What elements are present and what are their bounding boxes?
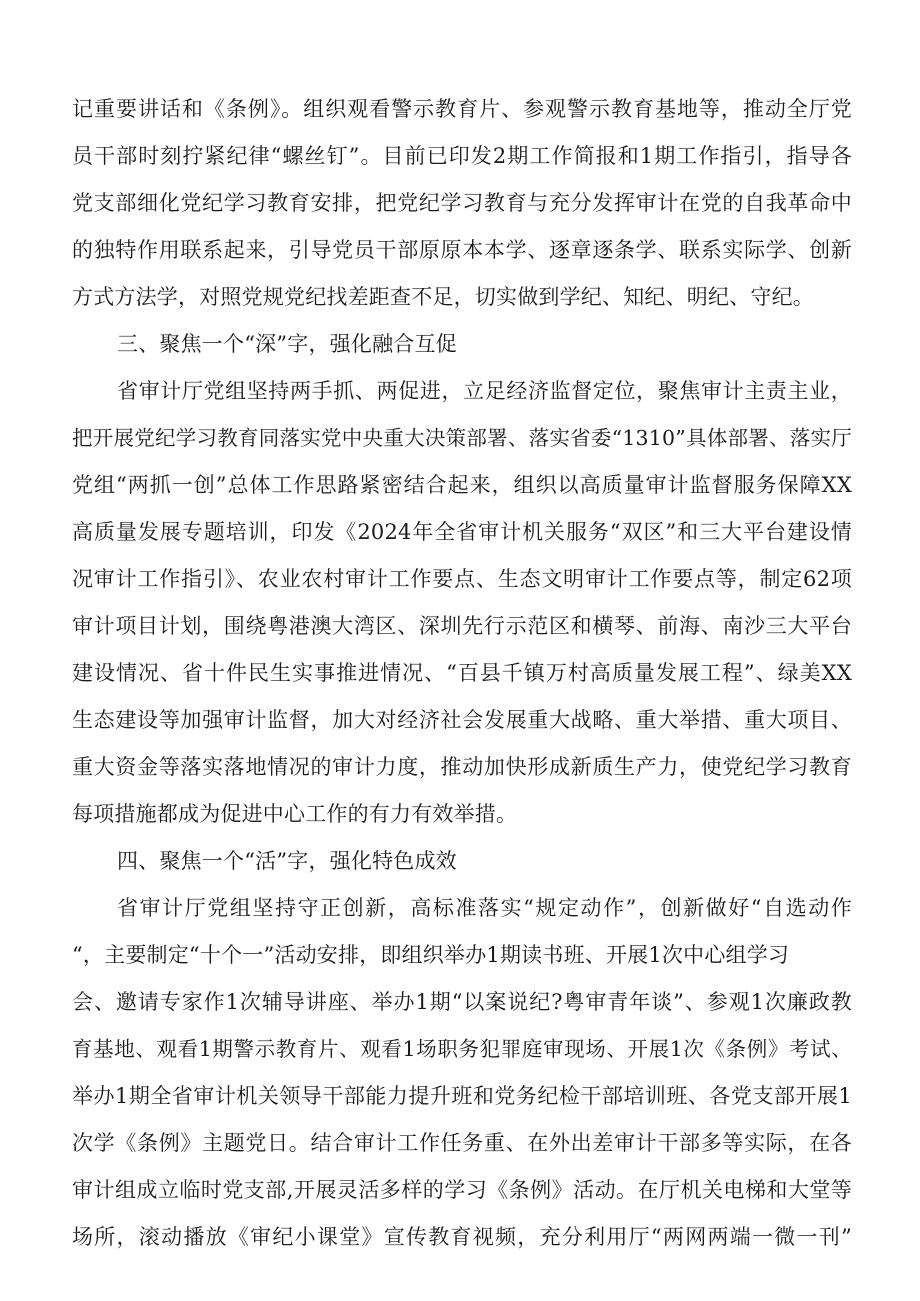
- text-line: 员干部时刻拧紧纪律“螺丝钉”。目前已印发2期工作简报和1期工作指引，指导各: [72, 144, 852, 168]
- text-line: 会、邀请专家作1次辅导讲座、举办1期“以案说纪?粤审青年谈”、参观1次廉政教: [72, 990, 852, 1014]
- text-line: 况审计工作指引》、农业农村审计工作要点、生态文明审计工作要点等，制定62项: [72, 567, 852, 591]
- text-line: 审计项目计划，围绕粤港澳大湾区、深圳先行示范区和横琴、前海、南沙三大平台: [72, 614, 852, 638]
- text-line: 场所，滚动播放《审纪小课堂》宣传教育视频，充分利用厅“两网两端一微一刊”: [72, 1225, 852, 1249]
- text-line: 的独特作用联系起来，引导党员干部原原本本学、逐章逐条学、联系实际学、创新: [72, 238, 852, 262]
- section-heading-4: 四、聚焦一个“活”字，强化特色成效: [117, 849, 457, 873]
- text-line: 重大资金等落实落地情况的审计力度，推动加快形成新质生产力，使党纪学习教育: [72, 755, 852, 779]
- text-line: 育基地、观看1期警示教育片、观看1场职务犯罪庭审现场、开展1次《条例》考试、: [72, 1037, 852, 1061]
- text-line: 每项措施都成为促进中心工作的有力有效举措。: [72, 802, 518, 826]
- section-heading-3: 三、聚焦一个“深”字，强化融合互促: [117, 332, 457, 356]
- text-line: 记重要讲话和《条例》。组织观看警示教育片、参观警示教育基地等，推动全厅党: [72, 97, 852, 121]
- text-line: 生态建设等加强审计监督，加大对经济社会发展重大战略、重大举措、重大项目、: [72, 708, 852, 732]
- text-line: 把开展党纪学习教育同落实党中央重大决策部署、落实省委“1310”具体部署、落实厅: [72, 426, 852, 450]
- text-line: 方式方法学，对照党规党纪找差距查不足，切实做到学纪、知纪、明纪、守纪。: [72, 285, 814, 309]
- text-line: “，主要制定“十个一”活动安排，即组织举办1期读书班、开展1次中心组学习: [72, 943, 790, 967]
- text-line: 高质量发展专题培训，印发《2024年全省审计机关服务“双区”和三大平台建设情: [72, 520, 852, 544]
- text-line: 省审计厅党组坚持守正创新，高标准落实“规定动作”，创新做好“自选动作: [117, 896, 852, 920]
- text-line: 党支部细化党纪学习教育安排，把党纪学习教育与充分发挥审计在党的自我革命中: [72, 191, 852, 215]
- text-line: 次学《条例》主题党日。结合审计工作任务重、在外出差审计干部多等实际，在各: [72, 1131, 852, 1155]
- text-line: 建设情况、省十件民生实事推进情况、“百县千镇万村高质量发展工程”、绿美XX: [72, 661, 852, 685]
- text-line: 审计组成立临时党支部,开展灵活多样的学习《条例》活动。在厅机关电梯和大堂等: [72, 1178, 852, 1202]
- text-line: 举办1期全省审计机关领导干部能力提升班和党务纪检干部培训班、各党支部开展1: [72, 1084, 852, 1108]
- text-line: 党组“两抓一创”总体工作思路紧密结合起来，组织以高质量审计监督服务保障XX: [72, 473, 852, 497]
- text-line: 省审计厅党组坚持两手抓、两促进，立足经济监督定位，聚焦审计主责主业，: [117, 379, 852, 403]
